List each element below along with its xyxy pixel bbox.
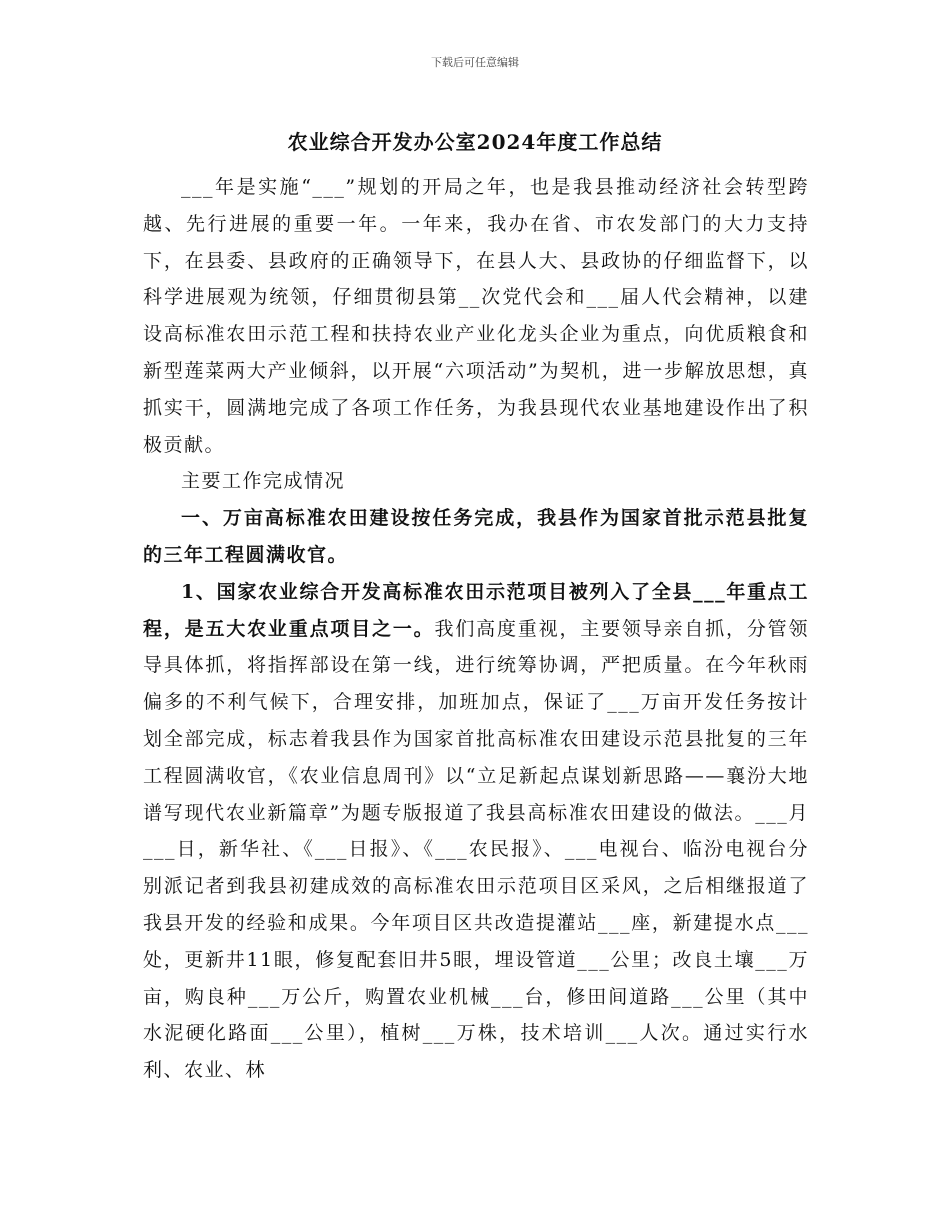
intro-paragraph: ___年是实施“___”规划的开局之年，也是我县推动经济社会转型跨越、先行进展的重要一年。一年来，我办在省、市农发部门的大力支持下，在县委、县政府的正确领导下，在县人大、县政协的仔细监督下，以科学进展观为统领，仔细贯彻县第__次党代会和___届人代会精神，以建设高标准农田示范工程和扶持农业产业化龙头企业为重点，向优质粮食和新型莲菜两大产业倾斜，以开展“六项活动”为契机，进一步解放思想，真抓实干，圆满地完成了各项工作任务，为我县现代农业基地建设作出了积极贡献。 (143, 176, 809, 456)
subsection-text-1: 我们高度重视，主要领导亲自抓，分管领导具体抓，将指挥部设在第一线，进行统筹协调，严把质量。在今年秋雨偏多的不利气候下，合理安排，加班加点，保证了___万亩开发任务按计划全部完成，标志着我县作为国家首批高标准农田建设示范县批复的三年工程圆满收官，《农业信息周刊》以“立足新起点谋划新思路——襄汾大地谱写现代农业新篇章”为题专版报道了我县高标准农田建设的做法。___月___日，新华社、《___日报》、《___农民报》、___电视台、临汾电视台分别派记者到我县初建成效的高标准农田示范项目区采风，之后相继报道了我县开发的经验和成果。今年项目区共改造提灌站___座，新建提水点___处，更新井11眼，修复配套旧井5眼，埋设管道___公里；改良土壤___万亩，购良种___万公斤，购置农业机械___台，修田间道路___公里（其中水泥硬化路面___公里），植树___万株，技术培训___人次。通过实行水利、农业、林 (143, 617, 809, 1082)
section-heading-1: 一、万亩高标准农田建设按任务完成，我县作为国家首批示范县批复的三年工程圆满收官。 (143, 507, 809, 566)
document-body (143, 169, 809, 1089)
section-label: 主要工作完成情况 (181, 470, 346, 493)
document-title: 农业综合开发办公室2024年度工作总结 (287, 130, 663, 154)
header-note: 下载后可任意编辑 (431, 56, 519, 69)
subsection-heading-1: 1、国家农业综合开发高标准农田示范项目被列入了全县___年重点工程，是五大农业重点项目之一。 (143, 580, 809, 640)
subsection-paragraph-1 (143, 574, 809, 1089)
